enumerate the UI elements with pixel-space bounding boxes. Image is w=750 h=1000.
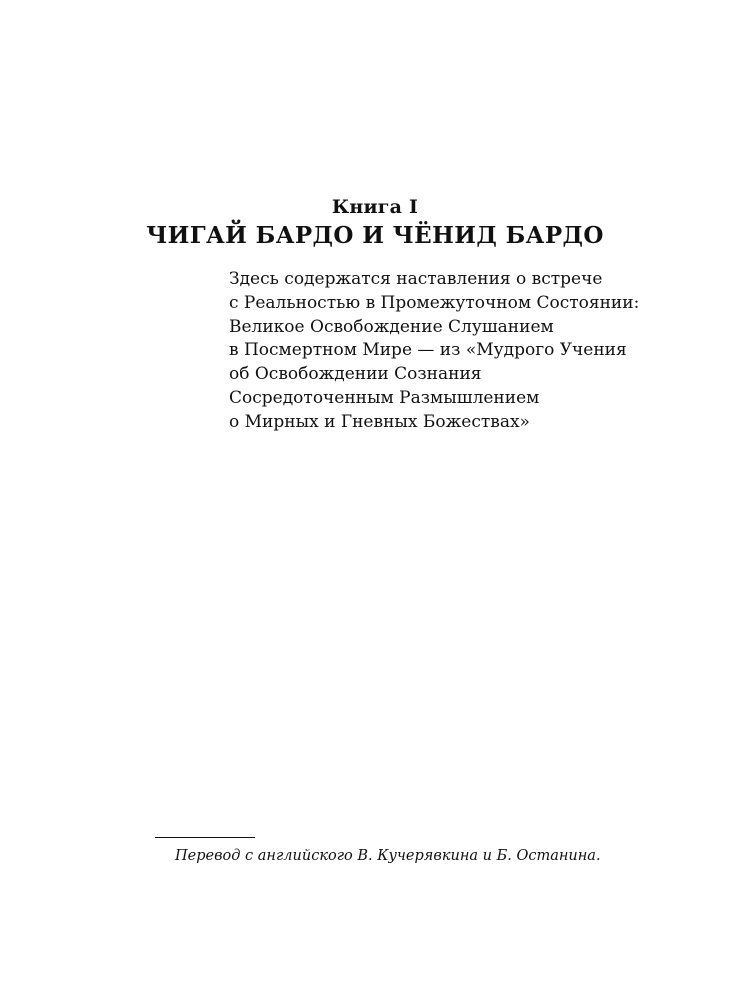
footnote-divider	[155, 837, 255, 838]
description-line: Сосредоточенным Размышлением	[229, 387, 540, 408]
book-number-heading: Книга I	[331, 196, 419, 218]
description-line: о Мирных и Гневных Божествах»	[229, 411, 530, 432]
book-title-heading: ЧИГАЙ БАРДО И ЧЁНИД БАРДО	[146, 222, 604, 249]
description-line: с Реальностью в Промежуточном Состоянии:	[229, 292, 640, 313]
description-line: об Освобождении Сознания	[229, 364, 482, 385]
description-line: в Посмертном Мире — из «Мудрого Учения	[229, 340, 627, 361]
translator-footnote: Перевод с английского В. Кучерявкина и Б. Останина.	[175, 848, 601, 864]
description-line: Великое Освобождение Слушанием	[229, 316, 554, 337]
book-description	[229, 268, 649, 435]
description-line: Здесь содержатся наставления о встрече	[229, 269, 603, 289]
